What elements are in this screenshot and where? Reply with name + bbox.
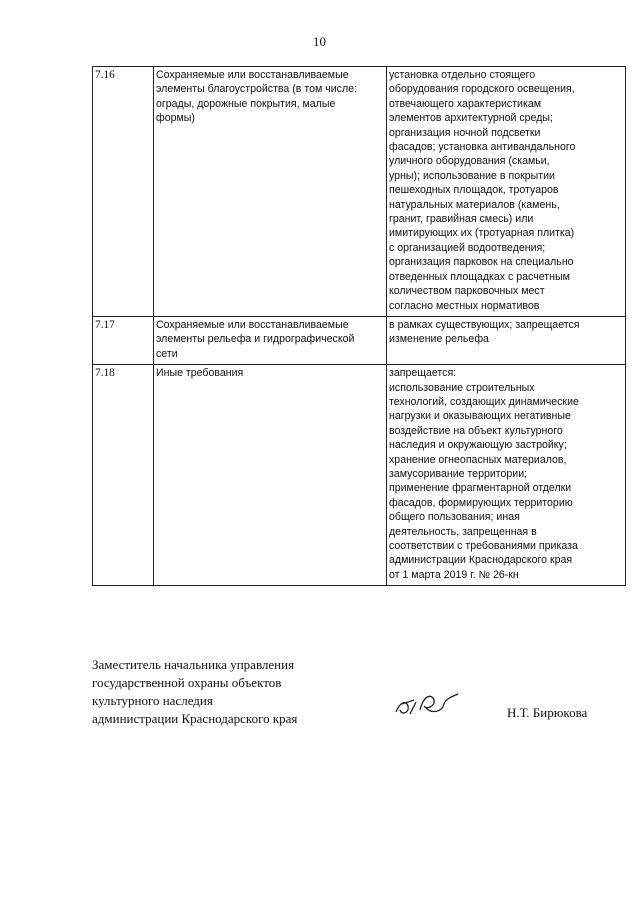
row-requirements: запрещается: использование строительных технологий, создающих динамические нагрузки и оказывающих негативные воздействие на объект культурного наследия и окружающую застройку; хранение огнеопасных материалов, замусоривание территории; применение фрагментарной отделки фасадов, формирующих территорию общего пользования; иная деятельность, запрещенная в соответствии с требованиями приказа администрации Краснодарского края от 1 марта 2019 г. № 26-кн — [387, 365, 626, 586]
table-row — [93, 316, 626, 364]
row-name: Сохраняемые или восстанавливаемые элементы рельефа и гидрографической сети — [154, 316, 387, 364]
row-number: 7.17 — [93, 316, 154, 364]
signatory-name: Н.Т. Бирюкова — [507, 705, 588, 720]
row-requirements: установка отдельно стоящего оборудования городского освещения, отвечающего характеристикам элементов архитектурной среды; организация ночной подсветки фасадов; установка антивандального уличного оборудования (скамьи, урны); использование в покрытии пешеходных площадок, тротуаров натуральных материалов (камень, гранит, гравийная смесь) или имитирующих их (тротуарная плитка) с организацией водоотведения; организация парковок на специально отведенных площадках с расчетным количеством парковочных мест согласно местных нормативов — [387, 67, 626, 317]
row-number: 7.16 — [93, 67, 154, 317]
page-number: 10 — [313, 34, 326, 49]
handwritten-signature-icon — [392, 688, 462, 720]
signatory-position: Заместитель начальника управления государственной охраны объектов культурного наследия администрации Краснодарского края — [92, 657, 298, 726]
table-row — [93, 365, 626, 586]
table-row — [93, 67, 626, 317]
row-requirements: в рамках существующих; запрещается изменение рельефа — [387, 316, 626, 364]
row-number: 7.18 — [93, 365, 154, 586]
requirements-table — [92, 66, 626, 586]
row-name: Иные требования — [154, 365, 387, 586]
row-name: Сохраняемые или восстанавливаемые элементы благоустройства (в том числе: ограды, дорожные покрытия, малые формы) — [154, 67, 387, 317]
